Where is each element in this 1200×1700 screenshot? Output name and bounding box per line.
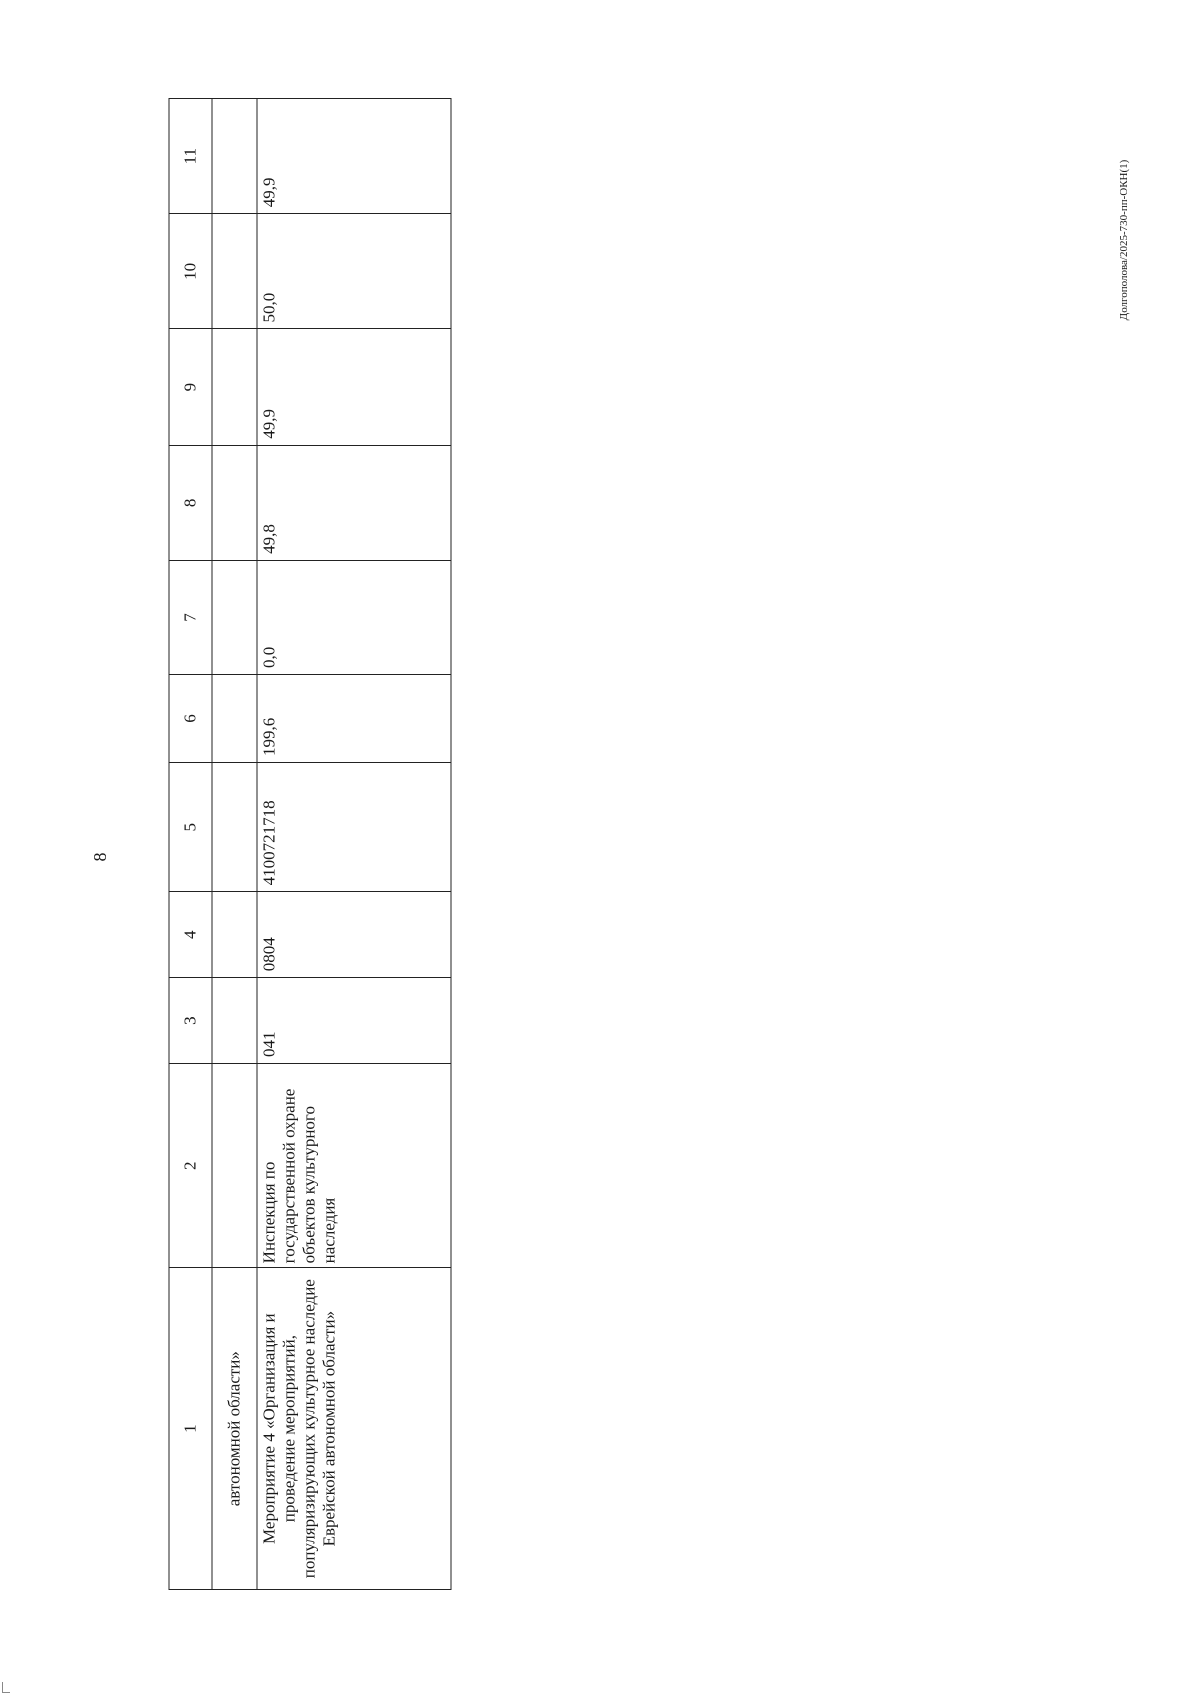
table-cell: 199,6 bbox=[257, 675, 451, 763]
table-row bbox=[257, 99, 451, 1590]
document-id: Долгополова/2025-730-пп-ОКН(1) bbox=[1118, 159, 1130, 321]
header-cell: 11 bbox=[169, 99, 212, 214]
continuation-row bbox=[212, 99, 257, 1590]
header-cell: 4 bbox=[169, 892, 212, 978]
table-cell: 50,0 bbox=[257, 214, 451, 329]
header-cell: 2 bbox=[169, 1064, 212, 1268]
executor-cell: Инспекция по государственной охране объектов культурного наследия bbox=[257, 1064, 451, 1268]
header-cell: 6 bbox=[169, 675, 212, 763]
table-cell bbox=[212, 675, 257, 763]
table-cell: 49,9 bbox=[257, 329, 451, 445]
table-cell bbox=[212, 99, 257, 214]
table-cell: 49,8 bbox=[257, 445, 451, 560]
header-cell: 1 bbox=[169, 1268, 212, 1590]
measure-name-cell: Мероприятие 4 «Организация и проведение мероприятий, популяризирующих культурное наследие Еврейской автономной области» bbox=[257, 1268, 451, 1590]
table-container bbox=[168, 98, 451, 1590]
table-cell bbox=[212, 214, 257, 329]
page-number: 8 bbox=[90, 852, 110, 862]
budget-table bbox=[168, 98, 451, 1590]
table-cell: 4100721718 bbox=[257, 763, 451, 892]
header-cell: 7 bbox=[169, 560, 212, 674]
continuation-cell: автономной области» bbox=[212, 1268, 257, 1590]
table-cell: 0804 bbox=[257, 892, 451, 978]
header-row bbox=[169, 99, 212, 1590]
table-cell bbox=[212, 560, 257, 674]
table-cell bbox=[212, 763, 257, 892]
table-cell: 49,9 bbox=[257, 99, 451, 214]
table-cell bbox=[212, 978, 257, 1064]
table-cell: 041 bbox=[257, 978, 451, 1064]
corner-mark bbox=[2, 1682, 10, 1693]
table-cell: 0,0 bbox=[257, 560, 451, 674]
table-cell bbox=[212, 329, 257, 445]
header-cell: 9 bbox=[169, 329, 212, 445]
table-cell bbox=[212, 892, 257, 978]
table-cell bbox=[212, 1064, 257, 1268]
header-cell: 3 bbox=[169, 978, 212, 1064]
header-cell: 10 bbox=[169, 214, 212, 329]
header-cell: 8 bbox=[169, 445, 212, 560]
table-cell bbox=[212, 445, 257, 560]
header-cell: 5 bbox=[169, 763, 212, 892]
